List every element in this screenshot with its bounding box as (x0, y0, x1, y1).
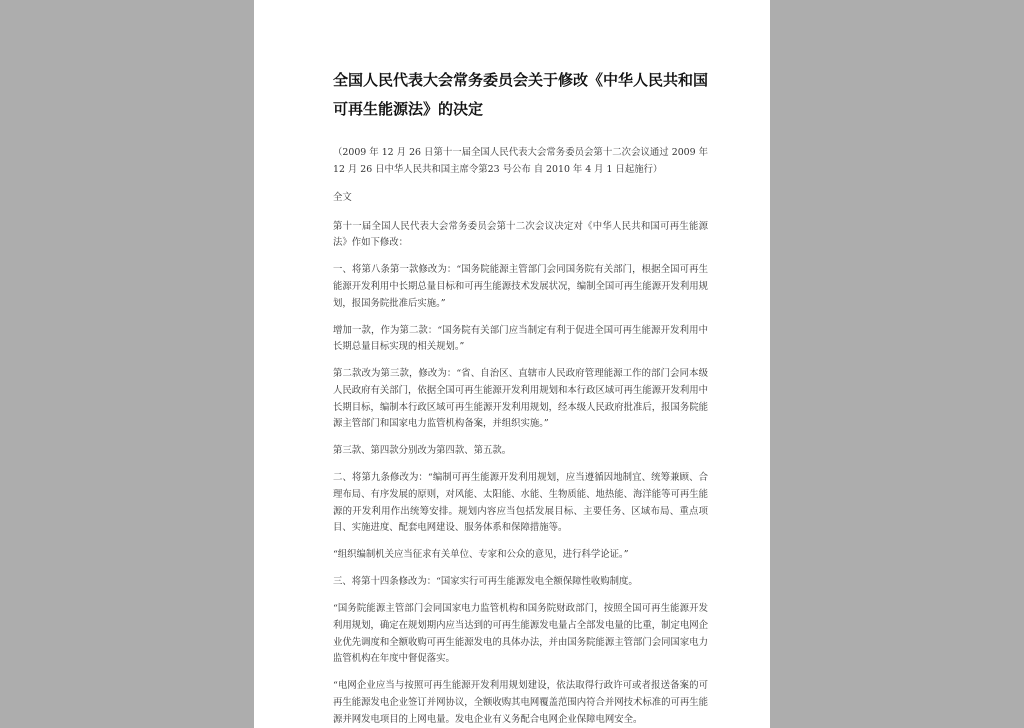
paragraph-7: “组织编制机关应当征求有关单位、专家和公众的意见，进行科学论证。” (333, 549, 629, 561)
enactment-note: （2009 年 12 月 26 日第十一届全国人民代表大会常务委员会第十二次会议通过 2009 年 12 月 26 日中华人民共和国主席令第23 号公布 自 2010 年 4 月 1 日起施行） (333, 147, 708, 175)
paragraph-8: 三、将第十四条修改为：“国家实行可再生能源发电全额保障性收购制度。 (333, 576, 638, 588)
paragraph-5: 第三款、第四款分别改为第四款、第五款。 (333, 445, 512, 457)
paragraph-9: “国务院能源主管部门会同国家电力监管机构和国务院财政部门，按照全国可再生能源开发利用规划，确定在规划期内应当达到的可再生能源发电量占全部发电量的比重，制定电网企业优先调度和全额收购可再生能源发电的具体办法，并由国务院能源主管部门会同国家电力监管机构在年度中督促落实。 (333, 603, 709, 665)
section-label: 全文 (333, 192, 352, 204)
paragraph-3: 增加一款，作为第二款：“国务院有关部门应当制定有利于促进全国可再生能源开发利用中长期总量目标实现的相关规划。” (333, 324, 708, 353)
paragraph-4: 第二款改为第三款，修改为：“省、自治区、直辖市人民政府管理能源工作的部门会同本级人民政府有关部门，依据全国可再生能源开发利用规划和本行政区域可再生能源开发利用中长期目标，编制本行政区域可再生能源开发利用规划，经本级人民政府批准后，报国务院能源主管部门和国家电力监管机构备案，并组织实施。” (333, 368, 709, 430)
paragraph-10: “电网企业应当与按照可再生能源开发利用规划建设，依法取得行政许可或者报送备案的可再生能源发电企业签订并网协议，全额收购其电网覆盖范围内符合并网技术标准的可再生能源并网发电项目的上网电量。发电企业有义务配合电网企业保障电网安全。 (333, 680, 709, 725)
paragraph-2: 一、将第八条第一款修改为：“国务院能源主管部门会同国务院有关部门，根据全国可再生能源开发利用中长期总量目标和可再生能源技术发展状况，编制全国可再生能源开发利用规划，报国务院批准后实施。” (333, 264, 709, 309)
document-page (254, 0, 770, 728)
paragraph-1: 第十一届全国人民代表大会常务委员会第十二次会议决定对《中华人民共和国可再生能源法》作如下修改： (333, 220, 708, 249)
paragraph-6: 二、将第九条修改为：“编制可再生能源开发利用规划，应当遵循因地制宜、统筹兼顾、合理布局、有序发展的原则，对风能、太阳能、水能、生物质能、地热能、海洋能等可再生能源的开发利用作出统筹安排。规划内容应当包括发展目标、主要任务、区域布局、重点项目、实施进度、配套电网建设、服务体系和保障措施等。 (333, 472, 709, 534)
document-title: 全国人民代表大会常务委员会关于修改《中华人民共和国可再生能源法》的决定 (333, 71, 709, 118)
